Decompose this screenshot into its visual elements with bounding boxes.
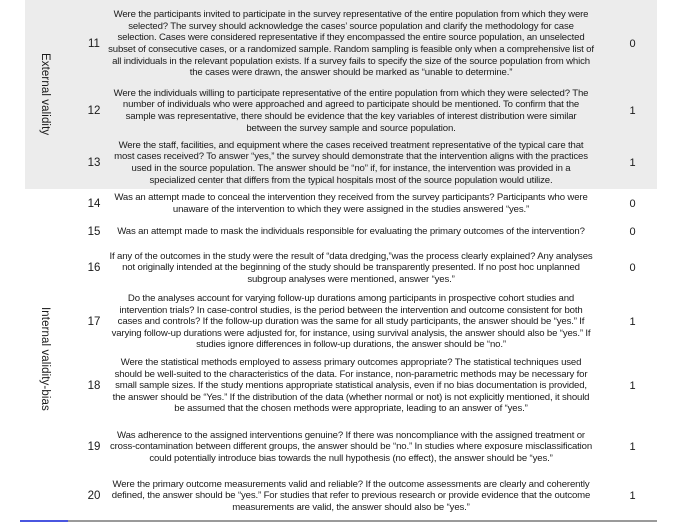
row-score: 1 [629, 157, 636, 169]
section-label-internal-validity [25, 269, 65, 449]
rule-accent [20, 520, 68, 522]
row-question: Was adherence to the assigned interventions genuine? If there was noncompliance with the assigned treatment or cross-contamination between different groups, the answer should be “no.” In studies where exposure misclassification could potentially introduce bias towards the null hypothesis (no effect), the answer should be “yes.” [109, 429, 593, 464]
row-number: 14 [87, 198, 101, 210]
section-label-external-validity [25, 0, 65, 189]
row-score: 1 [629, 490, 636, 502]
row-score: 0 [629, 262, 636, 274]
section-label-text: Internal validity-bias [39, 307, 51, 411]
row-score: 0 [629, 38, 636, 50]
row-question: Were the staff, facilities, and equipment where the cases received treatment representative of the typical care that most cases received? To answer “yes,” the survey should demonstrate that the intervention aligns with the practices used in the source population. The answer should be “no” if, for instance, the intervention was provided in a specialized center that differs from the typical hospitals most of the source population would utilize. [114, 139, 588, 186]
table-row [80, 138, 657, 188]
table-row [80, 3, 657, 85]
row-question: Do the analyses account for varying follow-up durations among participants in prospective cohort studies and intervention trials? In case-control studies, is the period between the intervention and outcome consistent for both cases and controls? If the follow-up duration was the same for all study participants, the answer should be “yes.” If varying follow-up durations were adjusted for, for instance, using survival analysis, the answer should also be “yes.” If studies ignore differences in follow-up durations, the answer should be “no.” [111, 293, 591, 351]
table-row [80, 356, 657, 416]
table-row [80, 428, 657, 466]
row-number: 19 [87, 441, 101, 453]
row-score: 1 [629, 380, 636, 392]
row-question: Was an attempt made to conceal the intervention they received from the survey participants? Participants who were unaware of the intervention to which they were assigned in the studies answered “yes.” [114, 192, 588, 215]
row-number: 17 [87, 316, 101, 328]
row-number: 16 [87, 262, 101, 274]
section-label-text: External validity [39, 53, 51, 136]
row-number: 18 [87, 380, 101, 392]
table-row [80, 86, 657, 136]
row-number: 13 [87, 157, 101, 169]
row-score: 0 [629, 198, 636, 210]
internal-validity-section [25, 189, 657, 519]
row-question: Were the statistical methods employed to assess primary outcomes appropriate? The statistical techniques used should be well-suited to the characteristics of the data. For instance, non-parametric methods may be necessary for small sample sizes. If the study mentions appropriate statistical analysis, even if no bias documentation is provided, the answer should be “Yes.” If the distribution of the data (whether normal or not) is not explicitly mentioned, it should be assumed that the chosen methods were appropriate, leading to an answer of “yes.” [112, 357, 590, 415]
row-question: Were the individuals willing to participate representative of the entire population from which they were selected? The number of individuals who were approached and agreed to participate should be mentioned. To confirm that the sample was representative, there should be evidence that the key variables of interest distribution were similar between the survey sample and source population. [113, 87, 589, 134]
row-question: Were the participants invited to participate in the survey representative of the entire population from which they were selected? The survey should acknowledge the cases’ source population and clarify the methodology for case selection. Cases were considered representative if they encompassed the entire source population, an unselected subset of consecutive cases, or a randomized sample. Random sampling is feasible only when a comprehensive list of all individuals in the relevant population exists. If a survey fails to specify the size of the source population from which the cases were drawn, the answer should be marked as “unable to determine.” [108, 9, 594, 79]
table-bottom-rule [20, 520, 657, 522]
row-question: If any of the outcomes in the study were the result of “data dredging,”was the process clearly explained? Any analyses not originally intended at the beginning of the study should be transparently presented. If no post hoc unplanned subgroup analyses were mentioned, answer “yes.” [109, 250, 593, 285]
table-row [80, 191, 657, 217]
row-score: 1 [629, 441, 636, 453]
table-row [80, 249, 657, 287]
row-number: 15 [87, 226, 101, 238]
row-question: Were the primary outcome measurements valid and reliable? If the outcome assessments are clearly and coherently defined, the answer should be “yes.” For studies that refer to previous research or provide evidence that the outcome measurements are valid, the answer should also be “yes.” [111, 478, 591, 513]
external-validity-section [25, 0, 657, 189]
table-row [80, 477, 657, 515]
row-number: 20 [87, 490, 101, 502]
row-score: 1 [629, 105, 636, 117]
row-question: Was an attempt made to mask the individuals responsible for evaluating the primary outcomes of the intervention? [117, 226, 585, 238]
row-score: 0 [629, 226, 636, 238]
table-row [80, 219, 657, 245]
table-row [80, 292, 657, 352]
row-score: 1 [629, 316, 636, 328]
row-number: 12 [87, 105, 101, 117]
row-number: 11 [88, 38, 100, 50]
